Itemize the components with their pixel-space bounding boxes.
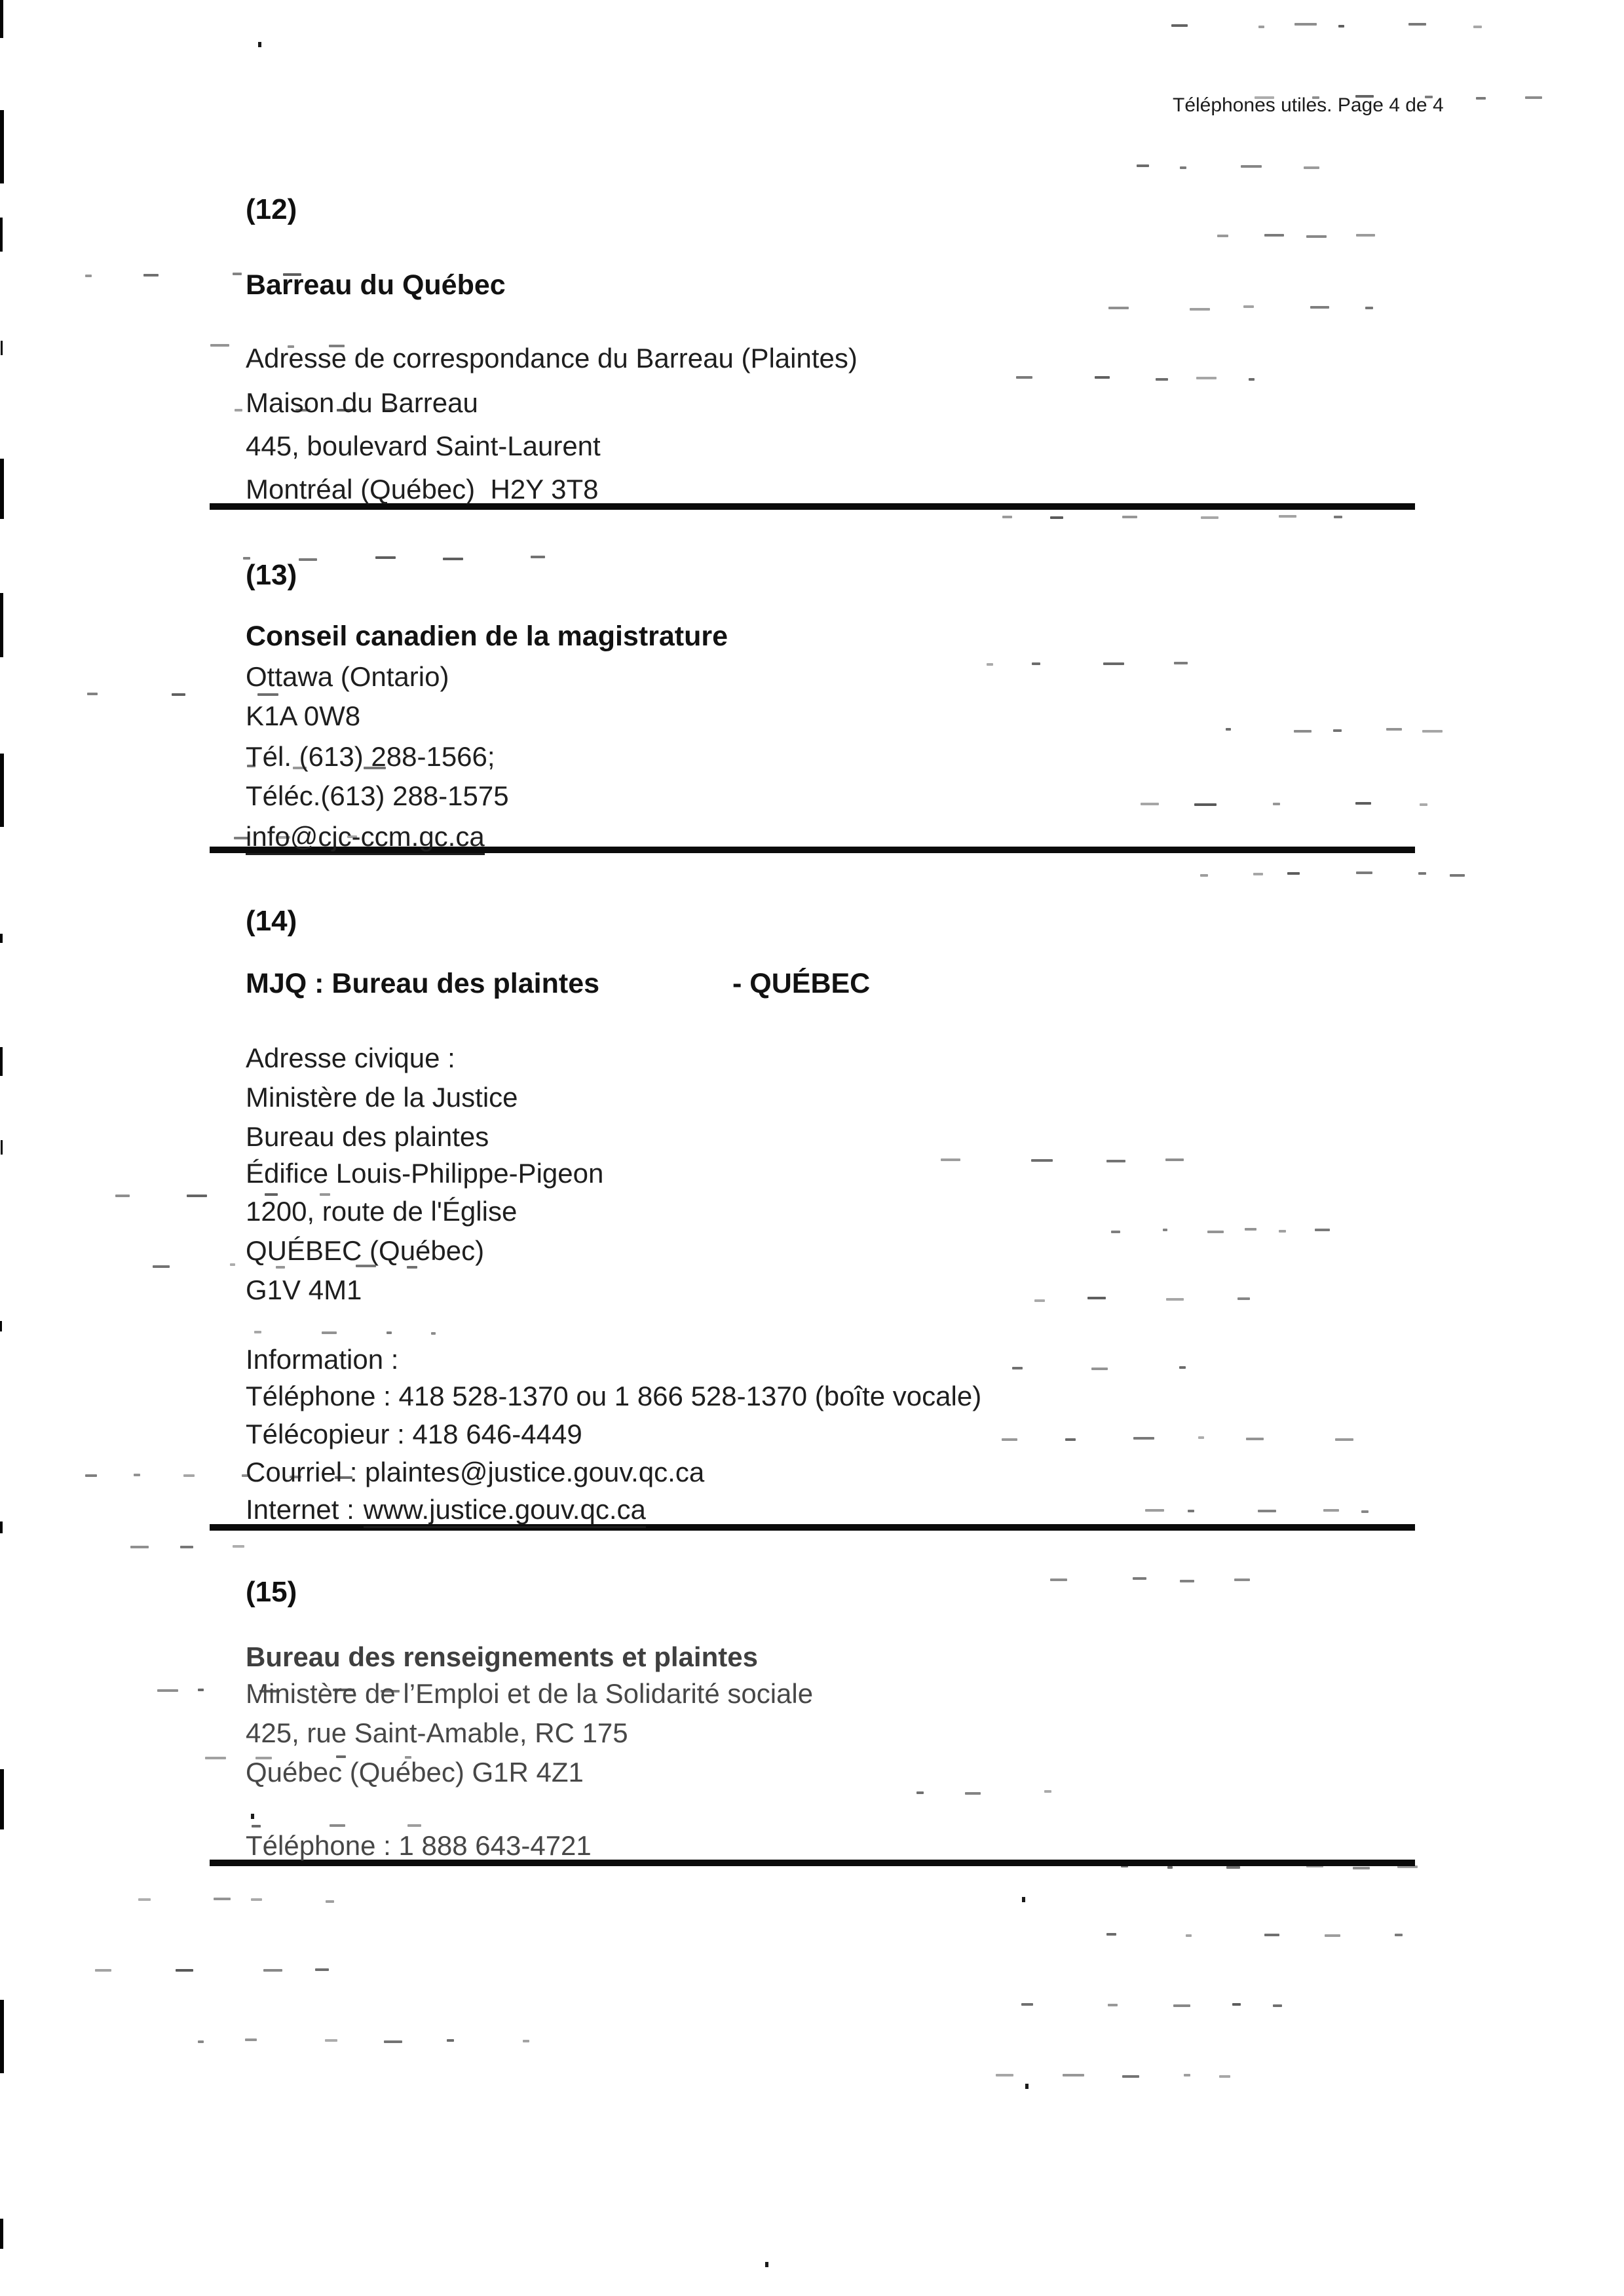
address-line: K1A 0W8 xyxy=(246,700,361,731)
phone-line: Tél. (613) 288-1566; xyxy=(246,741,495,772)
scan-artifact xyxy=(1273,803,1280,805)
section-12-title: Barreau du Québec xyxy=(246,269,506,301)
scan-artifact xyxy=(941,1158,960,1161)
scan-artifact xyxy=(330,1824,345,1827)
scan-artifact xyxy=(1180,166,1186,169)
scan-artifact xyxy=(1021,2003,1033,2006)
scan-artifact xyxy=(1294,23,1317,26)
scan-artifact xyxy=(230,1263,235,1266)
scan-artifact xyxy=(1022,1897,1025,1902)
scan-artifact xyxy=(0,593,3,657)
scan-artifact xyxy=(1395,1934,1403,1936)
section-12-number: (12) xyxy=(246,193,297,225)
scan-artifact xyxy=(0,2219,3,2249)
scan-artifact xyxy=(1032,662,1040,665)
fax-line: Télécopieur : 418 646-4449 xyxy=(246,1419,582,1449)
address-line: QUÉBEC (Québec) xyxy=(246,1235,485,1266)
scan-artifact xyxy=(431,1332,436,1335)
scan-artifact xyxy=(531,556,545,558)
address-line: Bureau des plaintes xyxy=(246,1121,489,1152)
scan-artifact xyxy=(115,1195,130,1197)
scan-artifact xyxy=(138,1898,151,1901)
scan-artifact xyxy=(1232,2003,1241,2006)
scan-artifact xyxy=(1353,1867,1370,1869)
address-line: 1200, route de l'Église xyxy=(246,1196,518,1227)
scan-artifact xyxy=(1333,729,1342,732)
scan-artifact xyxy=(1190,308,1210,311)
scan-artifact xyxy=(0,0,3,38)
section-14-title-suffix: - QUÉBEC xyxy=(732,968,871,999)
scan-artifact xyxy=(0,1769,4,1829)
scan-artifact xyxy=(1145,1509,1164,1512)
scan-artifact xyxy=(1188,1510,1194,1512)
information-label: Information : xyxy=(246,1344,399,1375)
scan-artifact xyxy=(1163,1229,1167,1231)
email-line: Courriel : plaintes@justice.gouv.qc.ca xyxy=(246,1457,705,1487)
scan-artifact xyxy=(916,1791,924,1794)
scan-artifact xyxy=(87,693,98,695)
scan-artifact xyxy=(1179,1366,1186,1369)
section-15-title: Bureau des renseignements et plaintes xyxy=(246,1641,758,1672)
scan-artifact xyxy=(85,275,92,277)
scan-artifact xyxy=(1108,2004,1118,2006)
scan-artifact xyxy=(1106,1933,1116,1936)
email-text: info@cjc-ccm.gc.ca xyxy=(246,821,485,855)
scan-artifact xyxy=(1356,871,1372,874)
scan-artifact xyxy=(1002,516,1012,518)
scan-artifact xyxy=(1294,730,1312,733)
scan-artifact xyxy=(1016,376,1032,379)
scan-artifact xyxy=(233,1545,244,1548)
scan-artifact xyxy=(1241,165,1262,168)
phone-line: Téléphone : 418 528-1370 ou 1 866 528-1370 (boîte vocale) xyxy=(246,1381,982,1411)
page-header: Téléphones utiles. Page 4 de 4 xyxy=(1173,94,1444,116)
scan-artifact xyxy=(1186,1934,1192,1937)
scan-artifact xyxy=(1133,1577,1146,1580)
scan-artifact xyxy=(1258,1510,1276,1512)
phone-line: Téléphone : 1 888 643-4721 xyxy=(246,1830,592,1861)
scan-artifact xyxy=(1198,1436,1204,1439)
scan-artifact xyxy=(1361,1510,1369,1513)
scan-artifact xyxy=(1279,1230,1286,1233)
scan-artifact xyxy=(1173,2004,1190,2007)
scan-artifact xyxy=(1476,97,1486,100)
scan-artifact xyxy=(1,1140,3,1155)
scan-artifact xyxy=(0,459,4,519)
scan-artifact xyxy=(1180,1580,1194,1582)
scan-artifact xyxy=(987,663,993,666)
scan-artifact xyxy=(1249,378,1255,381)
address-line: G1V 4M1 xyxy=(246,1274,362,1305)
scan-artifact xyxy=(1243,305,1254,308)
scan-artifact xyxy=(1166,1298,1184,1301)
scan-artifact xyxy=(1315,1229,1330,1231)
scan-artifact xyxy=(1194,803,1217,806)
scan-artifact xyxy=(198,2040,204,2043)
scan-artifact xyxy=(1334,516,1342,518)
scan-artifact xyxy=(210,344,229,347)
scan-artifact xyxy=(198,1689,204,1691)
scan-artifact xyxy=(0,110,4,183)
scan-artifact xyxy=(1196,377,1217,379)
scan-artifact xyxy=(965,1792,981,1795)
scan-artifact xyxy=(1219,2075,1230,2078)
scan-artifact xyxy=(1050,1578,1067,1581)
scan-artifact xyxy=(0,1321,2,1331)
scan-artifact xyxy=(0,218,3,252)
section-14-title: MJQ : Bureau des plaintes xyxy=(246,968,600,999)
scan-artifact xyxy=(1002,1438,1017,1441)
scan-artifact xyxy=(1217,235,1228,237)
scan-artifact xyxy=(257,693,278,696)
internet-url-text: www.justice.gouv.qc.ca xyxy=(364,1494,646,1528)
scan-artifact xyxy=(1253,873,1263,875)
scan-artifact xyxy=(143,274,159,277)
scan-artifact xyxy=(251,1898,262,1901)
address-line: Ministère de la Justice xyxy=(246,1082,518,1113)
scan-artifact xyxy=(245,2038,257,2041)
scan-artifact xyxy=(258,42,261,47)
scan-artifact xyxy=(447,2039,454,2042)
scan-artifact xyxy=(205,1757,226,1759)
address-line: Édifice Louis-Philippe-Pigeon xyxy=(246,1158,604,1189)
civic-address-label: Adresse civique : xyxy=(246,1043,455,1073)
section-12-subtitle: Adresse de correspondance du Barreau (Plaintes) xyxy=(246,343,858,373)
scan-artifact xyxy=(251,1814,254,1819)
scan-artifact xyxy=(134,1474,140,1476)
scan-artifact xyxy=(1034,1299,1045,1302)
scan-artifact xyxy=(180,1546,193,1548)
scan-artifact xyxy=(252,1825,261,1827)
scan-artifact xyxy=(1025,2084,1029,2089)
internet-line xyxy=(246,1495,646,1525)
address-line: 425, rue Saint-Amable, RC 175 xyxy=(246,1717,628,1748)
scan-artifact xyxy=(153,1265,170,1268)
scan-artifact xyxy=(1095,376,1110,379)
scan-artifact xyxy=(1174,662,1188,664)
scan-artifact xyxy=(1167,1866,1173,1869)
section-13-number: (13) xyxy=(246,559,297,591)
scan-artifact xyxy=(1338,25,1344,28)
scan-artifact xyxy=(1165,1158,1184,1161)
scan-artifact xyxy=(1141,803,1159,805)
scan-artifact xyxy=(214,1898,231,1900)
scan-artifact xyxy=(765,2262,768,2267)
address-line: Ottawa (Ontario) xyxy=(246,661,449,692)
scan-artifact xyxy=(1226,728,1231,731)
scan-artifact xyxy=(263,1969,282,1972)
scan-artifact xyxy=(95,1969,111,1972)
scan-artifact xyxy=(1525,96,1542,99)
scan-artifact xyxy=(443,558,463,560)
scan-artifact xyxy=(1258,26,1264,28)
address-line: Ministère de l’Emploi et de la Solidarité sociale xyxy=(246,1678,814,1709)
scan-artifact xyxy=(322,1331,337,1334)
scan-artifact xyxy=(1306,235,1327,238)
scan-artifact xyxy=(1325,1934,1340,1937)
scan-artifact xyxy=(1207,1231,1224,1233)
scan-artifact xyxy=(0,934,3,943)
scan-artifact xyxy=(1356,234,1375,237)
scan-artifact xyxy=(1310,306,1329,309)
scan-artifact xyxy=(1103,662,1124,665)
scan-artifact xyxy=(1422,730,1443,733)
internet-label: Internet : xyxy=(246,1494,354,1525)
scan-artifact xyxy=(1418,872,1426,875)
scan-artifact xyxy=(1122,2075,1139,2078)
scan-artifact xyxy=(235,409,242,411)
scan-artifact xyxy=(233,273,242,275)
scan-artifact xyxy=(996,2074,1013,2076)
scan-artifact xyxy=(0,1047,3,1076)
section-14-number: (14) xyxy=(246,905,297,937)
scan-artifact xyxy=(375,556,396,559)
scan-artifact xyxy=(1279,515,1296,518)
address-line: Montréal (Québec) H2Y 3T8 xyxy=(246,474,599,505)
scan-artifact xyxy=(183,1474,195,1477)
scan-artifact xyxy=(1304,166,1319,169)
scan-artifact xyxy=(1044,1790,1051,1793)
scan-artifact xyxy=(384,2040,402,2043)
scan-artifact xyxy=(1226,1866,1240,1869)
scan-artifact xyxy=(1234,1578,1250,1581)
scan-artifact xyxy=(1473,26,1482,28)
scan-artifact xyxy=(1108,307,1129,309)
scan-artifact xyxy=(1133,1437,1154,1440)
scan-artifact xyxy=(1246,1438,1264,1440)
scan-artifact xyxy=(407,1266,417,1269)
scan-artifact xyxy=(325,2039,337,2042)
scan-artifact xyxy=(1171,24,1188,27)
section-15-number: (15) xyxy=(246,1576,297,1608)
scan-artifact xyxy=(0,2000,4,2073)
scan-artifact xyxy=(157,1689,178,1692)
scan-artifact xyxy=(0,1521,3,1533)
scan-artifact xyxy=(1264,234,1284,237)
scan-artifact xyxy=(1106,1160,1125,1162)
scan-artifact xyxy=(1245,1228,1256,1231)
scan-artifact xyxy=(1012,1367,1023,1369)
scan-artifact xyxy=(187,1195,207,1197)
scan-artifact xyxy=(387,1331,392,1334)
scan-artifact xyxy=(1091,1368,1108,1370)
scan-artifact xyxy=(1408,23,1426,26)
scan-artifact xyxy=(1237,1297,1250,1300)
scan-artifact xyxy=(1,341,3,355)
scan-artifact xyxy=(1365,307,1373,309)
scan-artifact xyxy=(1063,2074,1084,2076)
scan-artifact xyxy=(1273,2004,1282,2007)
scan-artifact xyxy=(1111,1231,1120,1233)
scan-artifact xyxy=(1386,728,1402,731)
scan-artifact xyxy=(254,1331,261,1333)
scan-artifact xyxy=(1184,2074,1190,2076)
scan-artifact xyxy=(1287,872,1300,875)
scan-artifact xyxy=(1200,874,1208,877)
scan-artifact xyxy=(1122,516,1137,518)
address-line: Maison du Barreau xyxy=(246,387,478,418)
scan-artifact xyxy=(1201,516,1218,519)
scan-artifact xyxy=(1420,803,1427,806)
section-13-title: Conseil canadien de la magistrature xyxy=(246,621,728,652)
scan-artifact xyxy=(85,1474,97,1477)
scan-artifact xyxy=(1335,1438,1353,1441)
scan-artifact xyxy=(315,1968,329,1971)
address-line: 445, boulevard Saint-Laurent xyxy=(246,430,601,461)
scan-artifact xyxy=(523,2040,529,2042)
scan-artifact xyxy=(1156,378,1168,381)
scan-artifact xyxy=(1137,164,1149,167)
scan-artifact xyxy=(1264,1934,1279,1936)
scan-artifact xyxy=(1050,516,1063,519)
email-line xyxy=(246,822,485,852)
fax-line: Téléc.(613) 288-1575 xyxy=(246,780,509,811)
scan-artifact xyxy=(1355,802,1371,805)
scan-artifact xyxy=(407,1824,421,1827)
scan-artifact xyxy=(1065,1438,1076,1441)
scan-artifact xyxy=(1323,1509,1339,1512)
scan-artifact xyxy=(130,1546,149,1548)
scan-artifact xyxy=(172,693,185,696)
scan-artifact xyxy=(276,1266,285,1269)
scan-artifact xyxy=(1450,874,1465,877)
scan-artifact xyxy=(1087,1297,1106,1299)
address-line: Québec (Québec) G1R 4Z1 xyxy=(246,1757,584,1788)
scan-artifact xyxy=(299,558,317,561)
scan-artifact xyxy=(326,1900,334,1903)
scan-artifact xyxy=(1031,1159,1053,1162)
scan-artifact xyxy=(0,754,4,827)
scan-artifact xyxy=(176,1969,193,1972)
